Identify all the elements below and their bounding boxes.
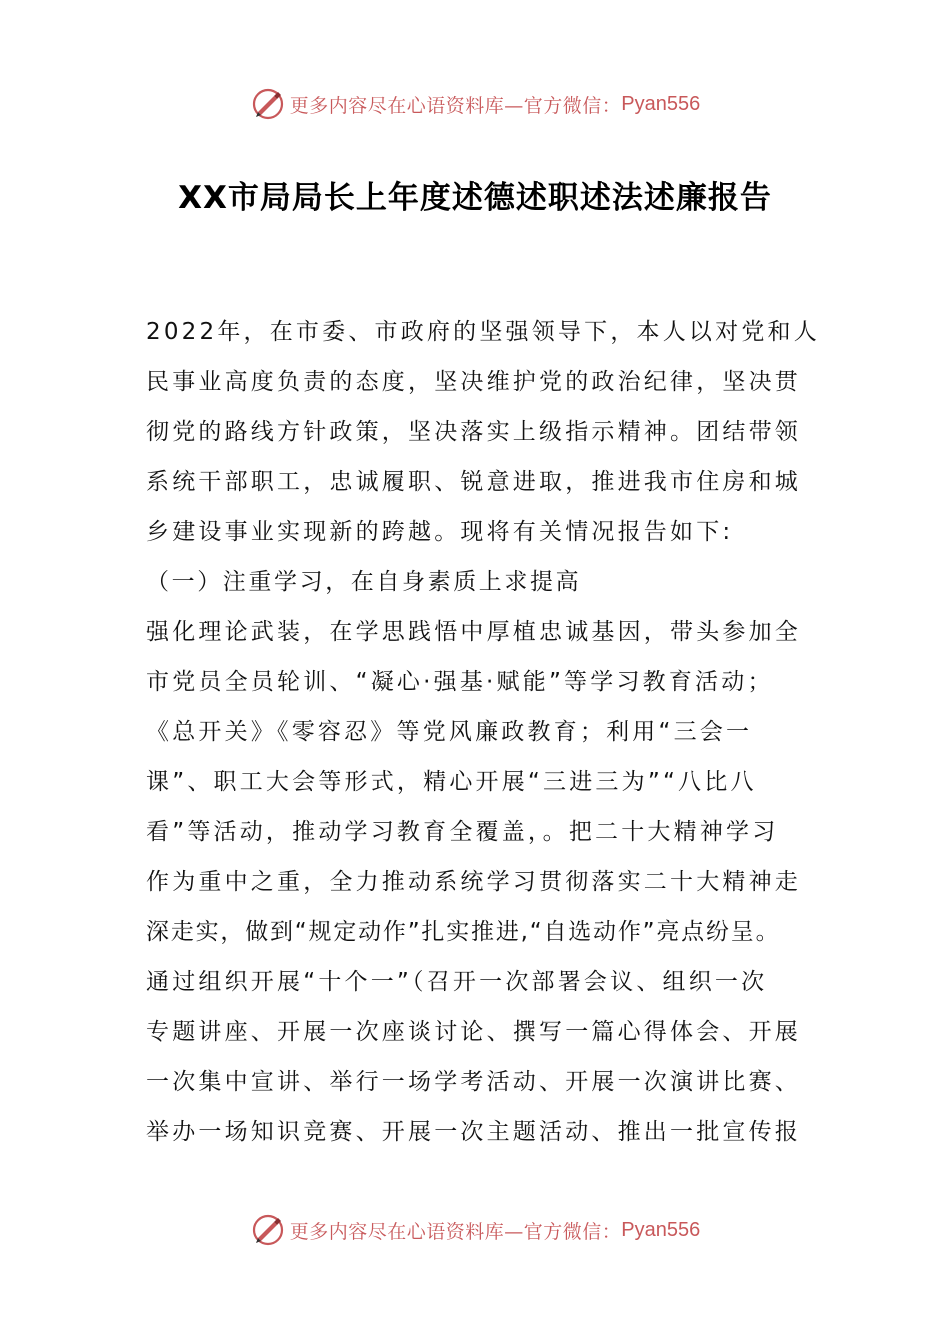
section-heading: （一）注重学习，在自身素质上求提高 [146,569,582,595]
body-line: 深走实，做到“规定动作”扎实推进,“自选动作”亮点纷呈。 [146,919,781,945]
banner-text: 更多内容尽在心语资料库—官方微信： [289,94,622,117]
document-title: XX市局局长上年度述德述职述法述廉报告 [178,180,772,216]
body-line: 通过组织开展“十个一”（召开一次部署会议、组织一次 [146,969,768,995]
body-line: 一次集中宣讲、举行一场学考活动、开展一次演讲比赛、 [146,1069,801,1095]
pen-logo-icon [250,1212,286,1248]
body-line: 彻党的路线方针政策，坚决落实上级指示精神。团结带领 [146,419,801,445]
body-line: 乡建设事业实现新的跨越。现将有关情况报告如下: [146,519,734,545]
body-line: 举办一场知识竞赛、开展一次主题活动、推出一批宣传报 [146,1119,801,1145]
body-line: 2022年，在市委、市政府的坚强领导下，本人以对党和人 [146,319,820,345]
body-line: 课”、职工大会等形式，精心开展“三进三为”“八比八 [146,769,757,795]
body-line: 看”等活动，推动学习教育全覆盖，。把二十大精神学习 [146,819,779,845]
banner-text: 更多内容尽在心语资料库—官方微信： [289,1220,622,1243]
pen-logo-icon [250,86,286,122]
body-line: 系统干部职工，忠诚履职、锐意进取，推进我市住房和城 [146,469,801,495]
body-line: 作为重中之重，全力推动系统学习贯彻落实二十大精神走 [146,869,801,895]
body-line: 强化理论武装，在学思践悟中厚植忠诚基因，带头参加全 [146,619,801,645]
body-line: 市党员全员轮训、“凝心·强基·赋能”等学习教育活动； [146,669,774,695]
footer-watermark-banner [0,1210,950,1250]
banner-handle: Pyan556 [621,1218,701,1241]
body-line: 《总开关》《零容忍》等党风廉政教育；利用“三会一 [146,719,753,745]
header-watermark-banner [0,84,950,124]
body-line: 专题讲座、开展一次座谈讨论、撰写一篇心得体会、开展 [146,1019,801,1045]
body-line: 民事业高度负责的态度，坚决维护党的政治纪律，坚决贯 [146,369,801,395]
banner-handle: Pyan556 [621,92,701,115]
